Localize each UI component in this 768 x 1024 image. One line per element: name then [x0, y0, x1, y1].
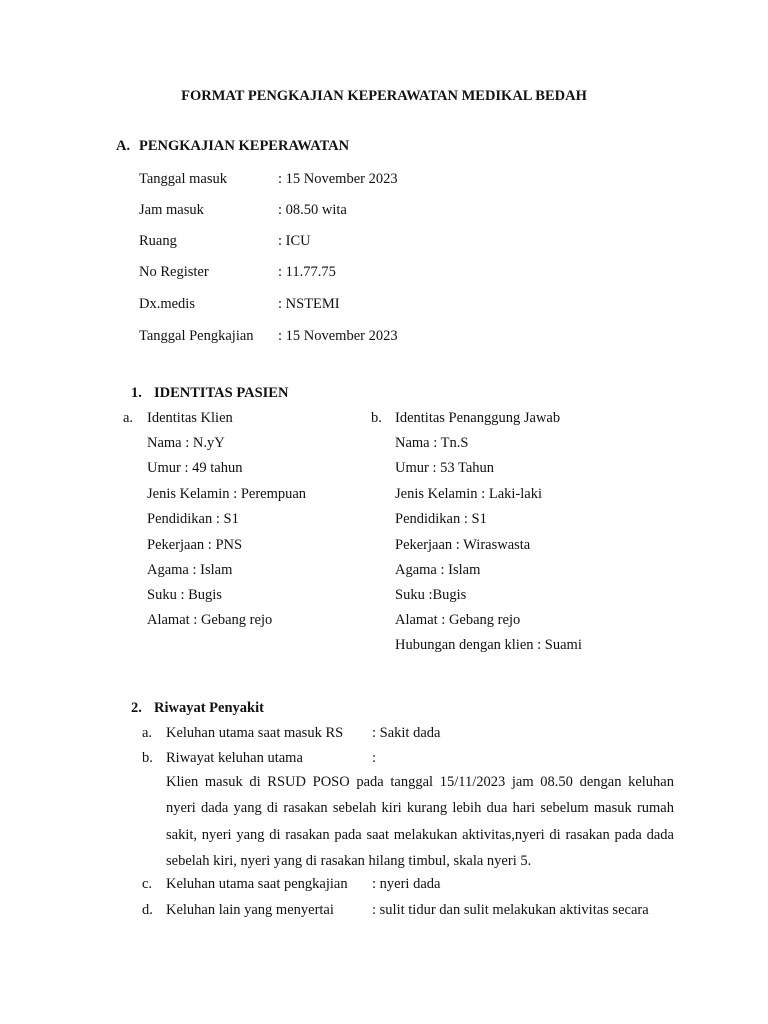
section-a-marker: A.: [116, 138, 131, 154]
klien-item: Alamat : Gebang rejo: [147, 612, 273, 628]
row-value: : ICU: [278, 233, 311, 249]
row-value: : 11.77.75: [278, 264, 336, 280]
penanggung-item: Nama : Tn.S: [395, 435, 469, 451]
klien-marker: a.: [123, 410, 134, 426]
identitas-heading: IDENTITAS PASIEN: [154, 385, 289, 401]
row-label: Ruang: [139, 233, 177, 249]
riwayat-b-label: Riwayat keluhan utama: [166, 750, 303, 766]
riwayat-a-value: : Sakit dada: [372, 725, 441, 741]
riwayat-d-marker: d.: [142, 902, 153, 918]
penanggung-item: Jenis Kelamin : Laki-laki: [395, 486, 542, 502]
penanggung-item: Agama : Islam: [395, 562, 481, 578]
row-label: Tanggal masuk: [139, 171, 227, 187]
klien-item: Pendidikan : S1: [147, 511, 239, 527]
klien-heading: Identitas Klien: [147, 410, 233, 426]
riwayat-heading: Riwayat Penyakit: [154, 700, 264, 716]
row-value: : NSTEMI: [278, 296, 340, 312]
row-value: : 15 November 2023: [278, 171, 398, 187]
riwayat-a-marker: a.: [142, 725, 153, 741]
klien-item: Jenis Kelamin : Perempuan: [147, 486, 307, 502]
penanggung-marker: b.: [371, 410, 382, 426]
riwayat-d-label: Keluhan lain yang menyertai: [166, 902, 334, 918]
riwayat-b-value: :: [372, 750, 377, 766]
document-title: FORMAT PENGKAJIAN KEPERAWATAN MEDIKAL BEDAH: [181, 88, 587, 104]
riwayat-a-label: Keluhan utama saat masuk RS: [166, 725, 344, 741]
penanggung-heading: Identitas Penanggung Jawab: [395, 410, 561, 426]
penanggung-item: Hubungan dengan klien : Suami: [395, 637, 582, 653]
riwayat-number: 2.: [131, 700, 142, 716]
penanggung-item: Suku :Bugis: [395, 587, 467, 603]
penanggung-item: Alamat : Gebang rejo: [395, 612, 521, 628]
riwayat-d-value: : sulit tidur dan sulit melakukan aktivitas secara: [372, 902, 649, 918]
penanggung-item: Umur : 53 Tahun: [395, 460, 495, 476]
row-value: : 15 November 2023: [278, 328, 398, 344]
riwayat-c-marker: c.: [142, 876, 153, 892]
riwayat-paragraph: Klien masuk di RSUD POSO pada tanggal 15/11/2023 jam 08.50 dengan keluhan nyeri dada yang di rasakan sebelah kiri kurang lebih dua hari sebelum masuk rumah sakit, nyeri yang di rasakan pada saat melakukan aktivitas,nyeri di rasakan pada dada sebelah kiri, nyeri yang di rasakan hilang timbul, skala nyeri 5.: [166, 774, 674, 869]
klien-item: Agama : Islam: [147, 562, 233, 578]
riwayat-b-marker: b.: [142, 750, 153, 766]
row-value: : 08.50 wita: [278, 202, 347, 218]
row-label: Tanggal Pengkajian: [139, 328, 254, 344]
penanggung-item: Pendidikan : S1: [395, 511, 487, 527]
penanggung-item: Pekerjaan : Wiraswasta: [395, 537, 531, 553]
identitas-number: 1.: [131, 385, 142, 401]
section-a-heading: PENGKAJIAN KEPERAWATAN: [139, 138, 350, 154]
klien-item: Umur : 49 tahun: [147, 460, 243, 476]
riwayat-c-label: Keluhan utama saat pengkajian: [166, 876, 348, 892]
klien-item: Suku : Bugis: [147, 587, 222, 603]
riwayat-c-value: : nyeri dada: [372, 876, 441, 892]
row-label: No Register: [139, 264, 209, 280]
klien-item: Nama : N.yY: [147, 435, 225, 451]
row-label: Dx.medis: [139, 296, 195, 312]
row-label: Jam masuk: [139, 202, 204, 218]
klien-item: Pekerjaan : PNS: [147, 537, 243, 553]
